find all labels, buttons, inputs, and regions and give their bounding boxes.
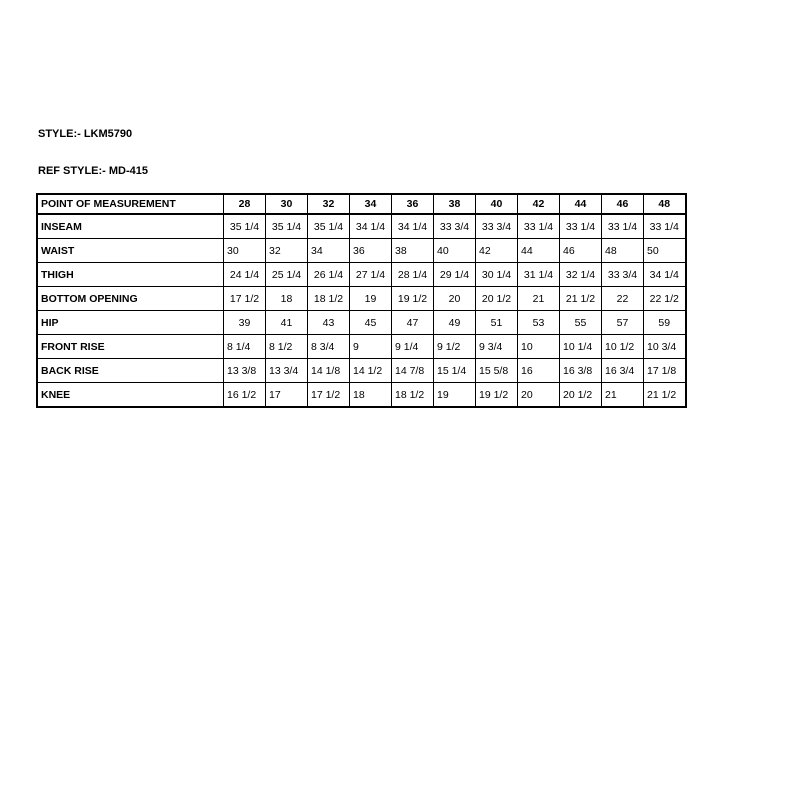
- measurement-label: BACK RISE: [37, 359, 224, 383]
- measurement-value: 53: [518, 311, 560, 335]
- measurement-value: 19: [434, 383, 476, 408]
- measurement-value: 25 1/4: [266, 263, 308, 287]
- measurement-value: 34 1/4: [644, 263, 686, 287]
- size-header-42: 42: [518, 194, 560, 214]
- measurement-value: 48: [602, 239, 644, 263]
- size-header-34: 34: [350, 194, 392, 214]
- measurement-value: 9 1/4: [392, 335, 434, 359]
- measurement-value: 47: [392, 311, 434, 335]
- measurement-value: 31 1/4: [518, 263, 560, 287]
- measurement-value: 14 7/8: [392, 359, 434, 383]
- measurement-value: 17 1/8: [644, 359, 686, 383]
- measurement-value: 41: [266, 311, 308, 335]
- measurement-value: 30 1/4: [476, 263, 518, 287]
- measurement-value: 13 3/8: [224, 359, 266, 383]
- size-header-48: 48: [644, 194, 686, 214]
- measurement-value: 43: [308, 311, 350, 335]
- table-row: [37, 263, 686, 287]
- measurement-value: 9 1/2: [434, 335, 476, 359]
- measurement-label: KNEE: [37, 383, 224, 408]
- measurement-value: 10: [518, 335, 560, 359]
- table-row: [37, 335, 686, 359]
- measurement-value: 33 3/4: [602, 263, 644, 287]
- measurement-value: 8 3/4: [308, 335, 350, 359]
- measurement-value: 34 1/4: [392, 214, 434, 239]
- measurement-value: 18 1/2: [392, 383, 434, 408]
- measurement-value: 14 1/2: [350, 359, 392, 383]
- measurement-value: 15 5/8: [476, 359, 518, 383]
- measurement-value: 28 1/4: [392, 263, 434, 287]
- measurement-value: 19 1/2: [476, 383, 518, 408]
- measurement-label: FRONT RISE: [37, 335, 224, 359]
- measurement-value: 19: [350, 287, 392, 311]
- measurement-value: 20: [434, 287, 476, 311]
- size-header-36: 36: [392, 194, 434, 214]
- measurement-value: 50: [644, 239, 686, 263]
- measurement-value: 9: [350, 335, 392, 359]
- measurement-value: 33 3/4: [434, 214, 476, 239]
- measurement-value: 33 1/4: [644, 214, 686, 239]
- measurement-label: BOTTOM OPENING: [37, 287, 224, 311]
- measurement-value: 14 1/8: [308, 359, 350, 383]
- measurement-value: 16 1/2: [224, 383, 266, 408]
- table-header-row: [37, 194, 686, 214]
- measurement-value: 8 1/4: [224, 335, 266, 359]
- measurement-value: 22 1/2: [644, 287, 686, 311]
- point-of-measurement-header: POINT OF MEASUREMENT: [37, 194, 224, 214]
- table-row: [37, 239, 686, 263]
- measurement-value: 33 1/4: [602, 214, 644, 239]
- measurement-label: HIP: [37, 311, 224, 335]
- size-header-30: 30: [266, 194, 308, 214]
- measurement-value: 42: [476, 239, 518, 263]
- table-row: [37, 383, 686, 408]
- size-header-46: 46: [602, 194, 644, 214]
- measurement-value: 36: [350, 239, 392, 263]
- measurement-value: 16 3/8: [560, 359, 602, 383]
- size-header-28: 28: [224, 194, 266, 214]
- measurement-value: 19 1/2: [392, 287, 434, 311]
- measurement-value: 30: [224, 239, 266, 263]
- measurement-value: 15 1/4: [434, 359, 476, 383]
- table-body: [37, 214, 686, 407]
- size-header-40: 40: [476, 194, 518, 214]
- measurement-value: 39: [224, 311, 266, 335]
- measurement-label: WAIST: [37, 239, 224, 263]
- ref-style-label: REF STYLE:- MD-415: [38, 165, 149, 177]
- measurement-value: 20 1/2: [560, 383, 602, 408]
- style-number-label: STYLE:- LKM5790: [38, 128, 133, 140]
- measurement-value: 51: [476, 311, 518, 335]
- measurement-value: 35 1/4: [308, 214, 350, 239]
- measurement-value: 40: [434, 239, 476, 263]
- measurement-value: 8 1/2: [266, 335, 308, 359]
- table-row: [37, 359, 686, 383]
- measurement-label: THIGH: [37, 263, 224, 287]
- measurement-value: 16: [518, 359, 560, 383]
- measurement-value: 9 3/4: [476, 335, 518, 359]
- measurement-value: 24 1/4: [224, 263, 266, 287]
- measurement-table: [36, 193, 687, 408]
- measurement-value: 49: [434, 311, 476, 335]
- size-header-38: 38: [434, 194, 476, 214]
- measurement-value: 27 1/4: [350, 263, 392, 287]
- measurement-value: 10 1/2: [602, 335, 644, 359]
- measurement-value: 20 1/2: [476, 287, 518, 311]
- measurement-value: 59: [644, 311, 686, 335]
- measurement-value: 55: [560, 311, 602, 335]
- measurement-value: 17: [266, 383, 308, 408]
- measurement-value: 46: [560, 239, 602, 263]
- measurement-value: 26 1/4: [308, 263, 350, 287]
- measurement-value: 34 1/4: [350, 214, 392, 239]
- table-row: [37, 214, 686, 239]
- table-row: [37, 287, 686, 311]
- measurement-value: 18: [266, 287, 308, 311]
- measurement-value: 13 3/4: [266, 359, 308, 383]
- measurement-value: 21 1/2: [644, 383, 686, 408]
- measurement-value: 34: [308, 239, 350, 263]
- table-row: [37, 311, 686, 335]
- measurement-value: 29 1/4: [434, 263, 476, 287]
- measurement-value: 45: [350, 311, 392, 335]
- measurement-value: 17 1/2: [308, 383, 350, 408]
- size-header-32: 32: [308, 194, 350, 214]
- measurement-value: 10 1/4: [560, 335, 602, 359]
- measurement-value: 22: [602, 287, 644, 311]
- measurement-label: INSEAM: [37, 214, 224, 239]
- measurement-value: 21: [518, 287, 560, 311]
- measurement-value: 57: [602, 311, 644, 335]
- measurement-value: 18: [350, 383, 392, 408]
- measurement-value: 44: [518, 239, 560, 263]
- measurement-value: 17 1/2: [224, 287, 266, 311]
- measurement-value: 21: [602, 383, 644, 408]
- measurement-value: 33 3/4: [476, 214, 518, 239]
- measurement-value: 10 3/4: [644, 335, 686, 359]
- measurement-value: 32: [266, 239, 308, 263]
- measurement-value: 16 3/4: [602, 359, 644, 383]
- measurement-value: 33 1/4: [518, 214, 560, 239]
- measurement-value: 32 1/4: [560, 263, 602, 287]
- measurement-value: 18 1/2: [308, 287, 350, 311]
- measurement-value: 21 1/2: [560, 287, 602, 311]
- measurement-value: 35 1/4: [266, 214, 308, 239]
- measurement-value: 20: [518, 383, 560, 408]
- measurement-value: 38: [392, 239, 434, 263]
- size-header-44: 44: [560, 194, 602, 214]
- measurement-value: 35 1/4: [224, 214, 266, 239]
- measurement-value: 33 1/4: [560, 214, 602, 239]
